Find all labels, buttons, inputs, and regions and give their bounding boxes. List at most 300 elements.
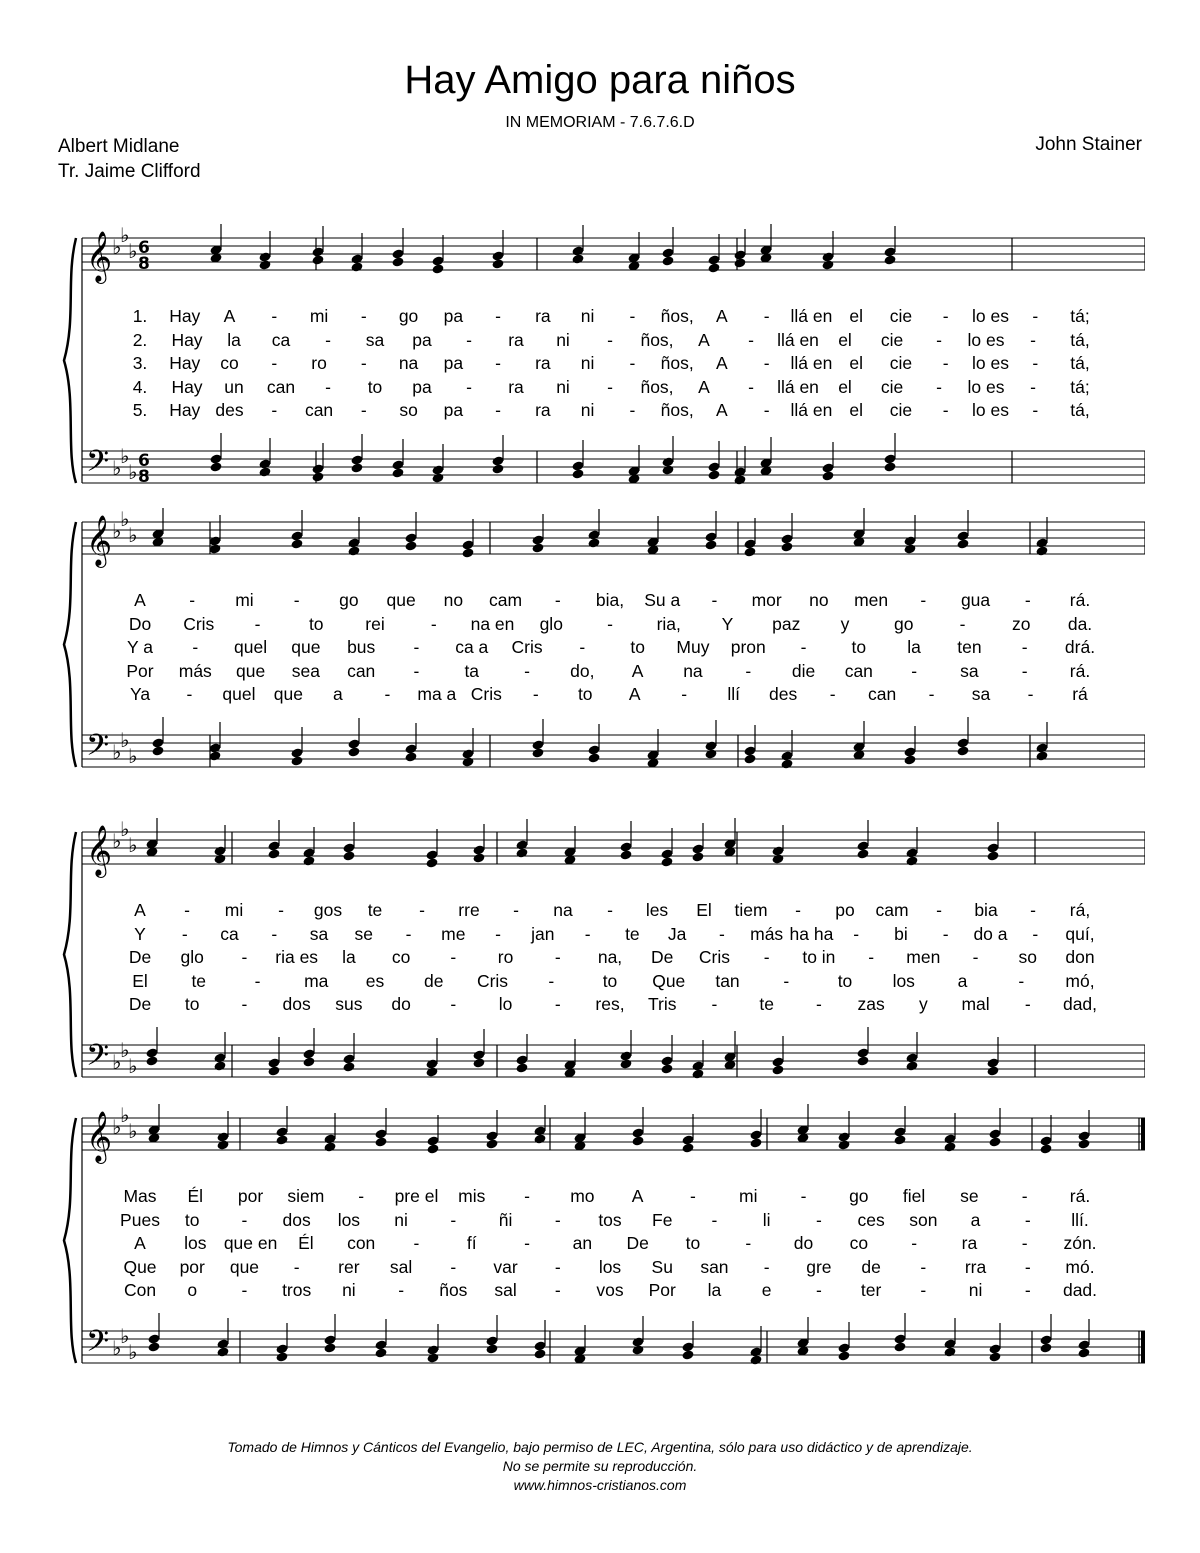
- hyphen: -: [936, 900, 942, 920]
- lyric-syllable: lo es: [967, 376, 1005, 397]
- hyphen: -: [1032, 400, 1039, 420]
- treble-note: [472, 824, 485, 864]
- bass-note: [425, 1038, 438, 1078]
- treble-note: [258, 231, 271, 271]
- hyphen: -: [181, 923, 188, 944]
- lyric-syllable: Cris: [470, 684, 502, 704]
- bass-note: [723, 1031, 736, 1071]
- bass-note: [1039, 1314, 1052, 1354]
- lyric-syllable: do: [793, 1233, 814, 1253]
- flat-icon: ♭: [120, 1103, 130, 1127]
- score-system: [60, 218, 1145, 488]
- treble-note: [404, 512, 417, 552]
- lyric-syllable: can: [304, 400, 334, 420]
- lyric-syllable: de: [424, 970, 444, 991]
- hyphen: -: [419, 900, 425, 920]
- time-signature-bottom: 8: [138, 467, 150, 487]
- treble-note: [837, 1111, 850, 1151]
- hyphen: -: [711, 994, 718, 1014]
- lyric-syllable: pa: [443, 306, 464, 326]
- treble-note: [485, 1110, 498, 1150]
- hyphen: -: [360, 306, 367, 326]
- hyphen: -: [763, 400, 770, 420]
- bass-note: [707, 441, 720, 481]
- lyric-syllable: na,: [597, 947, 623, 967]
- hyphen: -: [554, 947, 561, 967]
- hyphen: -: [942, 353, 949, 373]
- lyric-syllable: Con: [123, 1280, 157, 1300]
- lyric-line: [60, 1279, 1145, 1301]
- hyphen: -: [1021, 1186, 1028, 1206]
- treble-note: [147, 1104, 160, 1144]
- bass-note: [903, 726, 916, 766]
- lyric-syllable: quí,: [1065, 923, 1095, 944]
- score-system: [60, 1098, 1145, 1368]
- flat-icon: ♭: [128, 744, 138, 768]
- hyphen: -: [293, 1256, 300, 1277]
- bass-note: [491, 435, 504, 475]
- lyric-syllable: A: [134, 900, 146, 920]
- hyphen: -: [584, 923, 591, 944]
- lyric-syllable: Hay: [171, 376, 203, 397]
- hyphen: -: [495, 306, 502, 326]
- bass-note: [1035, 722, 1048, 762]
- lyric-syllable: Ya: [129, 684, 151, 704]
- hyphen: -: [450, 1209, 457, 1230]
- lyric-line: [60, 660, 1145, 682]
- lyric-syllable: e: [761, 1280, 772, 1300]
- hyphen: -: [325, 376, 331, 397]
- bass-note: [733, 446, 746, 486]
- lyric-syllable: des: [215, 400, 244, 420]
- lyric-syllable: to: [851, 637, 867, 657]
- lyric-syllable: co: [391, 947, 411, 967]
- tune-name: IN MEMORIAM - 7.6.7.6.D: [505, 114, 695, 131]
- lyric-syllable: Que: [123, 1256, 157, 1277]
- bass-note: [749, 1326, 762, 1366]
- lyric-syllable: Su: [651, 1256, 673, 1277]
- bass-note: [151, 717, 164, 757]
- treble-note: [431, 235, 444, 275]
- lyric-syllable: 4.: [132, 376, 148, 397]
- hyphen: -: [1024, 1209, 1031, 1230]
- bass-note: [426, 1324, 439, 1364]
- hyphen: -: [745, 660, 752, 681]
- lyric-syllable: llá en: [777, 329, 819, 350]
- lyric-syllable: a: [957, 970, 968, 991]
- hyphen: -: [1021, 660, 1028, 681]
- lyric-syllable: pron: [730, 637, 766, 657]
- lyric-syllable: ten: [957, 637, 982, 657]
- hyphen: -: [495, 923, 502, 944]
- bass-note: [893, 1313, 906, 1353]
- footer: [0, 1438, 1200, 1495]
- lyric-syllable: 5.: [132, 400, 148, 420]
- lyric-syllable: Que: [652, 970, 686, 991]
- bass-note: [943, 1318, 956, 1358]
- lyric-syllable: De: [128, 947, 152, 967]
- hyphen: -: [524, 660, 530, 681]
- hyphen: -: [241, 947, 248, 967]
- treble-note: [533, 1105, 546, 1145]
- treble-staff: [82, 238, 1145, 270]
- hyphen: -: [718, 923, 725, 944]
- hyphen: -: [241, 1209, 248, 1230]
- hyphen: -: [271, 353, 278, 373]
- treble-note: [704, 511, 717, 551]
- lyric-syllable: mal: [961, 994, 990, 1014]
- lyric-line: [60, 613, 1145, 635]
- lyric-syllable: el: [849, 353, 863, 373]
- hyphen: -: [495, 400, 502, 420]
- lyric-syllable: De: [651, 947, 674, 967]
- lyric-line: [60, 899, 1145, 921]
- treble-note: [374, 1108, 387, 1148]
- bass-note: [780, 730, 793, 770]
- lyric-line: [60, 376, 1145, 398]
- treble-note: [426, 1115, 439, 1155]
- bass-note: [213, 1032, 226, 1072]
- lyric-syllable: los: [184, 1233, 207, 1253]
- flat-icon: ♭: [128, 460, 138, 484]
- lyric-syllable: zón.: [1063, 1233, 1097, 1253]
- hyphen: -: [607, 613, 613, 634]
- lyric-syllable: los: [598, 1256, 622, 1277]
- lyric-syllable: te: [625, 923, 640, 944]
- lyric-syllable: ta: [464, 660, 480, 681]
- bass-staff: [82, 1045, 1145, 1077]
- bass-note: [681, 1321, 694, 1361]
- hyphen: -: [513, 900, 519, 920]
- hyphen: -: [1027, 684, 1034, 704]
- lyric-syllable: ria es: [275, 947, 319, 967]
- treble-clef-icon: 𝄞: [86, 825, 113, 876]
- lyric-syllable: cie: [889, 353, 913, 373]
- lyric-syllable: go: [849, 1186, 869, 1206]
- lyric-syllable: ñi: [498, 1209, 513, 1230]
- flat-icon: ♭: [120, 1038, 130, 1062]
- lyric-syllable: ni: [342, 1280, 356, 1300]
- lyric-syllable: cie: [889, 400, 913, 420]
- treble-note: [350, 233, 363, 273]
- lyric-syllable: dad.: [1062, 1280, 1098, 1300]
- bass-note: [856, 1027, 869, 1067]
- lyric-syllable: llí: [727, 684, 740, 704]
- treble-note: [986, 822, 999, 862]
- lyric-syllable: so: [399, 400, 418, 420]
- hyphen: -: [241, 994, 248, 1014]
- hyphen: -: [430, 613, 437, 634]
- bass-staff: [82, 451, 1145, 483]
- hyphen: -: [1032, 923, 1039, 944]
- lyric-syllable: an: [572, 1233, 593, 1253]
- hyphen: -: [763, 1256, 770, 1277]
- treble-note: [515, 819, 528, 859]
- lyric-syllable: mi: [739, 1186, 758, 1206]
- lyric-syllable: ños,: [640, 376, 674, 397]
- bass-note: [905, 1032, 918, 1072]
- hyphen: -: [554, 590, 561, 610]
- lyric-syllable: Cris: [183, 613, 215, 634]
- lyric-syllable: gre: [806, 1256, 832, 1277]
- lyric-syllable: tá,: [1070, 353, 1090, 373]
- lyric-syllable: la: [907, 637, 921, 657]
- lyric-syllable: Muy: [676, 637, 710, 657]
- lyric-syllable: Por: [126, 660, 154, 681]
- footer-website: www.himnos-cristianos.com: [513, 1477, 687, 1493]
- lyric-syllable: que en: [223, 1233, 278, 1253]
- treble-note: [302, 827, 315, 867]
- lyric-syllable: rá.: [1069, 590, 1091, 610]
- lyric-syllable: co: [220, 353, 239, 373]
- time-signature-top: 6: [138, 451, 150, 471]
- lyric-syllable: Pues: [120, 1209, 160, 1230]
- lyric-syllable: con: [347, 1233, 376, 1253]
- hyphen: -: [413, 637, 420, 657]
- bass-note: [311, 443, 324, 483]
- bass-note: [821, 442, 834, 482]
- bass-note: [515, 1034, 528, 1074]
- lyric-syllable: se: [354, 923, 374, 944]
- lyric-syllable: lo es: [971, 306, 1009, 326]
- bass-note: [883, 433, 896, 473]
- lyric-syllable: sal: [494, 1280, 517, 1300]
- treble-note: [571, 225, 584, 265]
- lyric-syllable: can: [867, 684, 897, 704]
- lyric-syllable: llá en: [790, 353, 833, 373]
- bass-note: [771, 1036, 784, 1076]
- page-title: Hay Amigo para niños: [404, 58, 796, 102]
- bass-note: [691, 1040, 704, 1080]
- lyric-line: [60, 352, 1145, 374]
- lyric-syllable: ria,: [656, 613, 681, 634]
- bass-note: [461, 728, 474, 768]
- treble-note: [771, 825, 784, 865]
- hyphen: -: [192, 637, 199, 657]
- lyric-syllable: dos: [282, 994, 311, 1014]
- lyric-syllable: A: [631, 1186, 644, 1206]
- lyric-syllable: ma a: [417, 684, 457, 704]
- lyric-syllable: lo es: [967, 329, 1005, 350]
- lyric-syllable: rá,: [1069, 900, 1091, 920]
- lyric-syllable: que: [273, 684, 304, 704]
- lyric-syllable: ca a: [455, 637, 489, 657]
- lyric-syllable: que: [386, 590, 416, 610]
- hyphen: -: [554, 994, 561, 1014]
- hyphen: -: [920, 1256, 927, 1277]
- hyphen: -: [936, 376, 942, 397]
- flat-icon: ♭: [128, 833, 138, 857]
- hyphen: -: [384, 684, 391, 704]
- author-credits: [58, 134, 201, 184]
- lyric-syllable: to: [630, 637, 645, 657]
- treble-staff: [82, 522, 1145, 554]
- lyric-syllable: ra: [535, 400, 551, 420]
- lyric-syllable: ños,: [660, 306, 694, 326]
- lyric-syllable: tan: [715, 970, 740, 991]
- flat-icon: ♭: [112, 740, 122, 764]
- bass-note: [323, 1314, 336, 1354]
- lyric-syllable: ra: [961, 1233, 978, 1253]
- hyphen: -: [398, 1280, 405, 1300]
- lyric-syllable: tá,: [1070, 329, 1090, 350]
- lyric-line: [60, 399, 1145, 421]
- hyphen: -: [1024, 590, 1031, 610]
- hyphen: -: [241, 1280, 248, 1300]
- lyric-syllable: do: [391, 994, 411, 1014]
- lyric-syllable: Y a: [127, 637, 153, 657]
- lyric-syllable: que: [291, 637, 321, 657]
- lyric-syllable: se: [960, 1186, 979, 1206]
- bass-note: [619, 1030, 632, 1070]
- bass-note: [571, 440, 584, 480]
- lyric-syllable: san: [700, 1256, 729, 1277]
- lyric-syllable: lo es: [971, 400, 1009, 420]
- lyric-syllable: tá,: [1070, 400, 1090, 420]
- lyric-syllable: rei: [365, 613, 385, 634]
- lyric-syllable: por: [179, 1256, 205, 1277]
- lyric-syllable: can: [844, 660, 873, 681]
- hyphen: -: [1024, 1256, 1031, 1277]
- lyric-syllable: sa: [960, 660, 979, 681]
- hyphen: -: [1030, 376, 1036, 397]
- lyric-syllable: De: [626, 1233, 649, 1253]
- hyphen: -: [524, 1186, 530, 1206]
- lyric-syllable: Fe: [652, 1209, 673, 1230]
- lyric-syllable: pa: [443, 353, 464, 373]
- hyphen: -: [554, 1209, 561, 1230]
- flat-icon: ♭: [120, 223, 130, 247]
- treble-note: [988, 1108, 1001, 1148]
- lyric-syllable: bia: [974, 900, 998, 920]
- lyric-syllable: ni: [968, 1280, 983, 1300]
- flat-icon: ♭: [112, 1050, 122, 1074]
- lyric-syllable: el: [849, 400, 863, 420]
- hyphen: -: [466, 376, 472, 397]
- treble-note: [780, 513, 793, 553]
- hyphen: -: [358, 1186, 365, 1206]
- lyric-syllable: quel: [222, 684, 256, 704]
- bass-note: [347, 718, 360, 758]
- lyric-syllable: Ja: [667, 923, 687, 944]
- lyric-syllable: tá;: [1070, 376, 1090, 397]
- treble-note: [733, 229, 746, 269]
- hyphen: -: [783, 970, 790, 991]
- hyphen: -: [853, 923, 860, 944]
- lyric-syllable: De: [128, 994, 152, 1014]
- lyric-syllable: A: [628, 684, 641, 704]
- lyric-syllable: tros: [282, 1280, 312, 1300]
- lyric-syllable: Por: [648, 1280, 676, 1300]
- hyphen: -: [607, 900, 613, 920]
- bass-note: [531, 719, 544, 759]
- lyric-syllable: mor: [751, 590, 782, 610]
- flat-icon: ♭: [120, 728, 130, 752]
- bass-note: [660, 1035, 673, 1075]
- treble-note: [1077, 1110, 1090, 1150]
- lyric-syllable: A: [698, 376, 710, 397]
- lyric-syllable: to: [837, 970, 853, 991]
- lyric-syllable: los: [337, 1209, 361, 1230]
- lyric-syllable: te: [759, 994, 774, 1014]
- lyric-syllable: pa: [412, 329, 432, 350]
- lyric-syllable: po: [835, 900, 855, 920]
- lyric-syllable: A: [716, 353, 728, 373]
- footer-source: Tomado de Himnos y Cánticos del Evangelio, bajo permiso de LEC, Argentina, sólo para uso didáctico y de aprendizaje.: [227, 1439, 973, 1455]
- hyphen: -: [815, 994, 822, 1014]
- treble-note: [903, 515, 916, 555]
- lyric-syllable: dad,: [1062, 994, 1098, 1014]
- treble-note: [323, 1113, 336, 1153]
- lyric-syllable: can: [347, 660, 376, 681]
- bass-note: [852, 721, 865, 761]
- lyric-syllable: ni: [394, 1209, 408, 1230]
- lyric-syllable: Do: [128, 613, 152, 634]
- lyric-syllable: to: [602, 970, 618, 991]
- lyric-syllable: Cris: [698, 947, 730, 967]
- lyric-syllable: to: [367, 376, 383, 397]
- hyphen: -: [629, 353, 636, 373]
- lyric-syllable: fiel: [902, 1186, 926, 1206]
- lyric-syllable: A: [716, 306, 728, 326]
- lyric-syllable: ces: [857, 1209, 885, 1230]
- lyric-syllable: A: [716, 400, 728, 420]
- composer: John Stainer: [1035, 134, 1142, 155]
- hyphen: -: [495, 353, 502, 373]
- lyric-syllable: que: [235, 660, 266, 681]
- lyric-syllable: ra: [508, 329, 524, 350]
- hyphen: -: [524, 1233, 530, 1253]
- lyric-syllable: ca: [271, 329, 291, 350]
- lyric-syllable: A: [698, 329, 710, 350]
- hyphen: -: [413, 660, 420, 681]
- hyphen: -: [763, 353, 770, 373]
- lyric-syllable: tiem: [734, 900, 768, 920]
- lyric-syllable: me: [441, 923, 466, 944]
- flat-icon: ♭: [112, 1115, 122, 1139]
- lyric-syllable: son: [909, 1209, 938, 1230]
- lyric-line: [60, 946, 1145, 968]
- lyric-syllable: a: [970, 1209, 981, 1230]
- hyphen: -: [532, 684, 539, 704]
- lyric-syllable: rre: [458, 900, 480, 920]
- hyphen: -: [690, 1186, 696, 1206]
- lyric-syllable: gos: [313, 900, 343, 920]
- lyric-syllable: men: [906, 947, 941, 967]
- lyric-syllable: zas: [857, 994, 885, 1014]
- lyric-syllable: bus: [347, 637, 376, 657]
- lyric-syllable: ni: [580, 353, 595, 373]
- bass-note: [743, 725, 756, 765]
- treble-note: [209, 224, 222, 264]
- hyphen: -: [184, 900, 190, 920]
- bass-note: [587, 724, 600, 764]
- treble-note: [1035, 517, 1048, 557]
- lyric-line: [60, 993, 1145, 1015]
- lyric-syllable: es: [365, 970, 385, 991]
- treble-clef-icon: 𝄞: [86, 231, 113, 282]
- lyric-syllable: A: [223, 306, 236, 326]
- lyric-syllable: co: [849, 1233, 869, 1253]
- lyric-syllable: Hay: [169, 353, 201, 373]
- lyric-syllable: don: [1065, 947, 1095, 967]
- lyric-syllable: rá: [1072, 684, 1088, 704]
- lyric-syllable: vos: [596, 1280, 624, 1300]
- hyphen: -: [293, 590, 300, 610]
- flat-icon: ♭: [112, 235, 122, 259]
- treble-note: [619, 821, 632, 861]
- hyphen: -: [271, 306, 278, 326]
